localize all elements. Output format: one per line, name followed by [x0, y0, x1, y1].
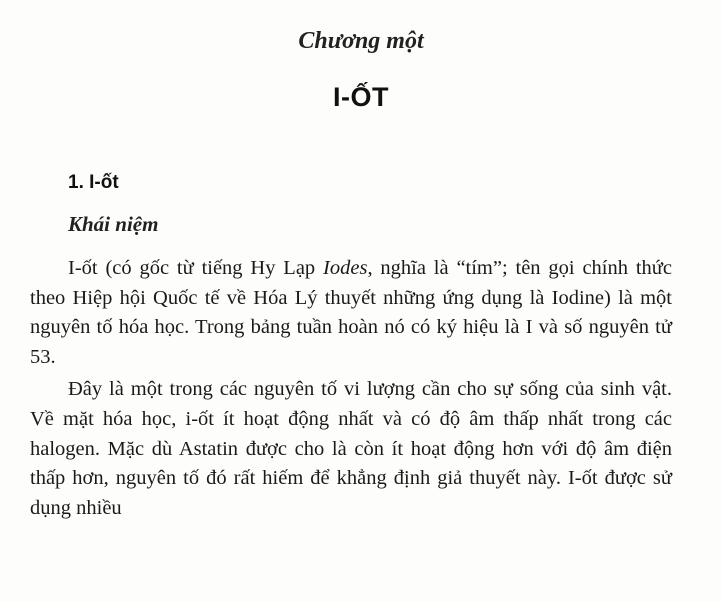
chapter-label: Chương một	[298, 28, 424, 54]
section-heading: 1. I-ốt	[68, 172, 119, 193]
paragraph-1	[30, 254, 672, 372]
body-text	[30, 254, 672, 526]
paragraph-1-rest: , nghĩa là “tím”; tên gọi chính thức theo Hiệp hội Quốc tế về Hóa Lý thuyết những ứng dụng là Iodine) là một nguyên tố hóa học. Trong bảng tuần hoàn nó có ký hiệu là I và số nguyên tử 53.	[30, 257, 672, 368]
subsection-heading: Khái niệm	[68, 212, 159, 236]
chapter-title: I-ỐT	[333, 82, 389, 112]
paragraph-2: Đây là một trong các nguyên tố vi lượng cần cho sự sống của sinh vật. Về mặt hóa học, i-ốt ít hoạt động nhất và có độ âm thấp nhất trong các halogen. Mặc dù Astatin được cho là còn ít hoạt động hơn với độ âm điện thấp hơn, nguyên tố đó rất hiếm để khẳng định giả thuyết này. I-ốt được sử dụng nhiều	[30, 378, 672, 519]
paragraph-1-start: I-ốt (có gốc từ tiếng Hy Lạp	[68, 257, 324, 279]
paragraph-1-italic-term: Iodes	[323, 257, 368, 279]
